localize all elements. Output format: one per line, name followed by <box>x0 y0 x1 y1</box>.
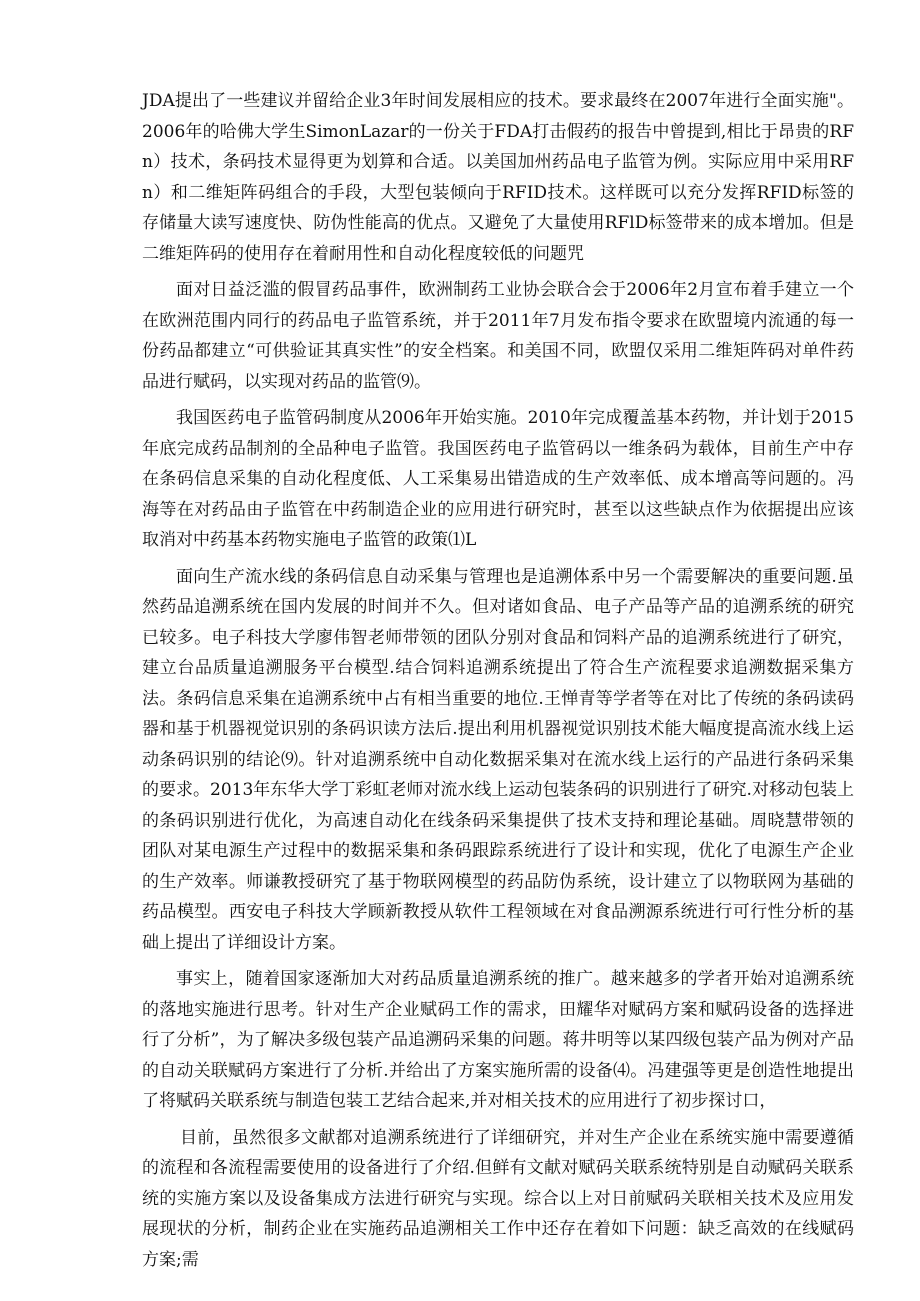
paragraph-4: 面向生产流水线的条码信息自动采集与管理也是追溯体系中另一个需要解决的重要问题.虽然药品追溯系统在国内发展的时间并不久。但对诸如食品、电子产品等产品的追溯系统的研究已较多。电子科技大学廖伟智老师带领的团队分别对食品和饲料产品的追溯系统进行了研究，建立台品质量追溯服务平台模型.结合饲料追溯系统提出了符合生产流程要求追溯数据采集方法。条码信息采集在追溯系统中占有相当重要的地位.王惮青等学者等在对比了传统的条码读码器和基于机器视觉识别的条码识读方法后.提出利用机器视觉识别技术能大幅度提高流水线上运动条码识别的结论⑼。针对追溯系统中自动化数据采集对在流水线上运行的产品进行条码采集的要求。2013年东华大学丁彩虹老师对流水线上运动包装条码的识别进行了研究.对移动包装上的条码识别进行优化，为高速自动化在线条码采集提供了技术支持和理论基础。周晓慧带领的团队对某电源生产过程中的数据采集和条码跟踪系统进行了设计和实现，优化了电源生产企业的生产效率。师谦教授研究了基于物联网模型的药品防伪系统，设计建立了以物联网为基础的药品模型。西安电子科技大学顾新教授从软件工程领域在对食品溯源系统进行可行性分析的基础上提出了详细设计方案。 <box>142 566 854 953</box>
paragraph-3: 我国医药电子监管码制度从2006年开始实施。2010年完成覆盖基本药物，并计划于2015年底完成药品制剂的全品种电子监管。我国医药电子监管码以一维条码为载体，目前生产中存在条码信息采集的自动化程度低、人工采集易出错造成的生产效率低、成本增高等问题的。冯海等在对药品由子监管在中药制造企业的应用进行研究时，甚至以这些缺点作为依据提出应该取消对中药基本药物实施电子监管的政策⑴L <box>142 408 854 550</box>
paragraph-2: 面对日益泛滥的假冒药品事件，欧洲制药工业协会联合会于2006年2月宣布着手建立一个在欧洲范围内同行的药品电子监管系统，并于2011年7月发布指令要求在欧盟境内流通的每一份药品都建立“可供验证其真实性”的安全档案。和美国不同，欧盟仅采用二维矩阵码对单件药品进行赋码，以实现对药品的监管⑼。 <box>142 280 854 392</box>
paragraph-6: 目前，虽然很多文献都对追溯系统进行了详细研究，并对生产企业在系统实施中需要遵循的流程和各流程需要使用的设备进行了介绍.但鲜有文献对赋码关联系统特别是自动赋码关联系统的实施方案以及设备集成方法进行研究与实现。综合以上对日前赋码关联相关技术及应用发展现状的分析，制药企业在实施药品追溯相关工作中还存在着如下问题：缺乏高效的在线赋码方案;需 <box>142 1127 854 1270</box>
paragraph-1: JDA提出了一些建议并留给企业3年时间发展相应的技术。要求最终在2007年进行全面实施"。2006年的哈佛大学生SimonLazar的一份关于FDA打击假药的报告中曾提到,相比于昂贵的RFn）技术，条码技术显得更为划算和合适。以美国加州药品电子监管为例。实际应用中采用RFn）和二维矩阵码组合的手段，大型包装倾向于RFID技术。这样既可以充分发挥RFID标签的存储量大读写速度快、防伪性能高的优点。又避免了大量使用RFlD标签带来的成本增加。但是二维矩阵码的使用存在着耐用性和自动化程度较低的问题咒 <box>142 91 854 264</box>
document-body <box>142 86 854 1275</box>
paragraph-5: 事实上，随着国家逐渐加大对药品质量追溯系统的推广。越来越多的学者开始对追溯系统的落地实施进行思考。针对生产企业赋码工作的需求，田耀华对赋码方案和赋码设备的选择进行了分析”，为了解决多级包装产品追溯码采集的问题。蒋井明等以某四级包装产品为例对产品的自动关联赋码方案进行了分析.并给出了方案实施所需的设备⑷。冯建强等更是创造性地提出了将赋码关联系统与制造包装工艺结合起来,并对相关技术的应用进行了初步探讨口， <box>142 969 854 1111</box>
